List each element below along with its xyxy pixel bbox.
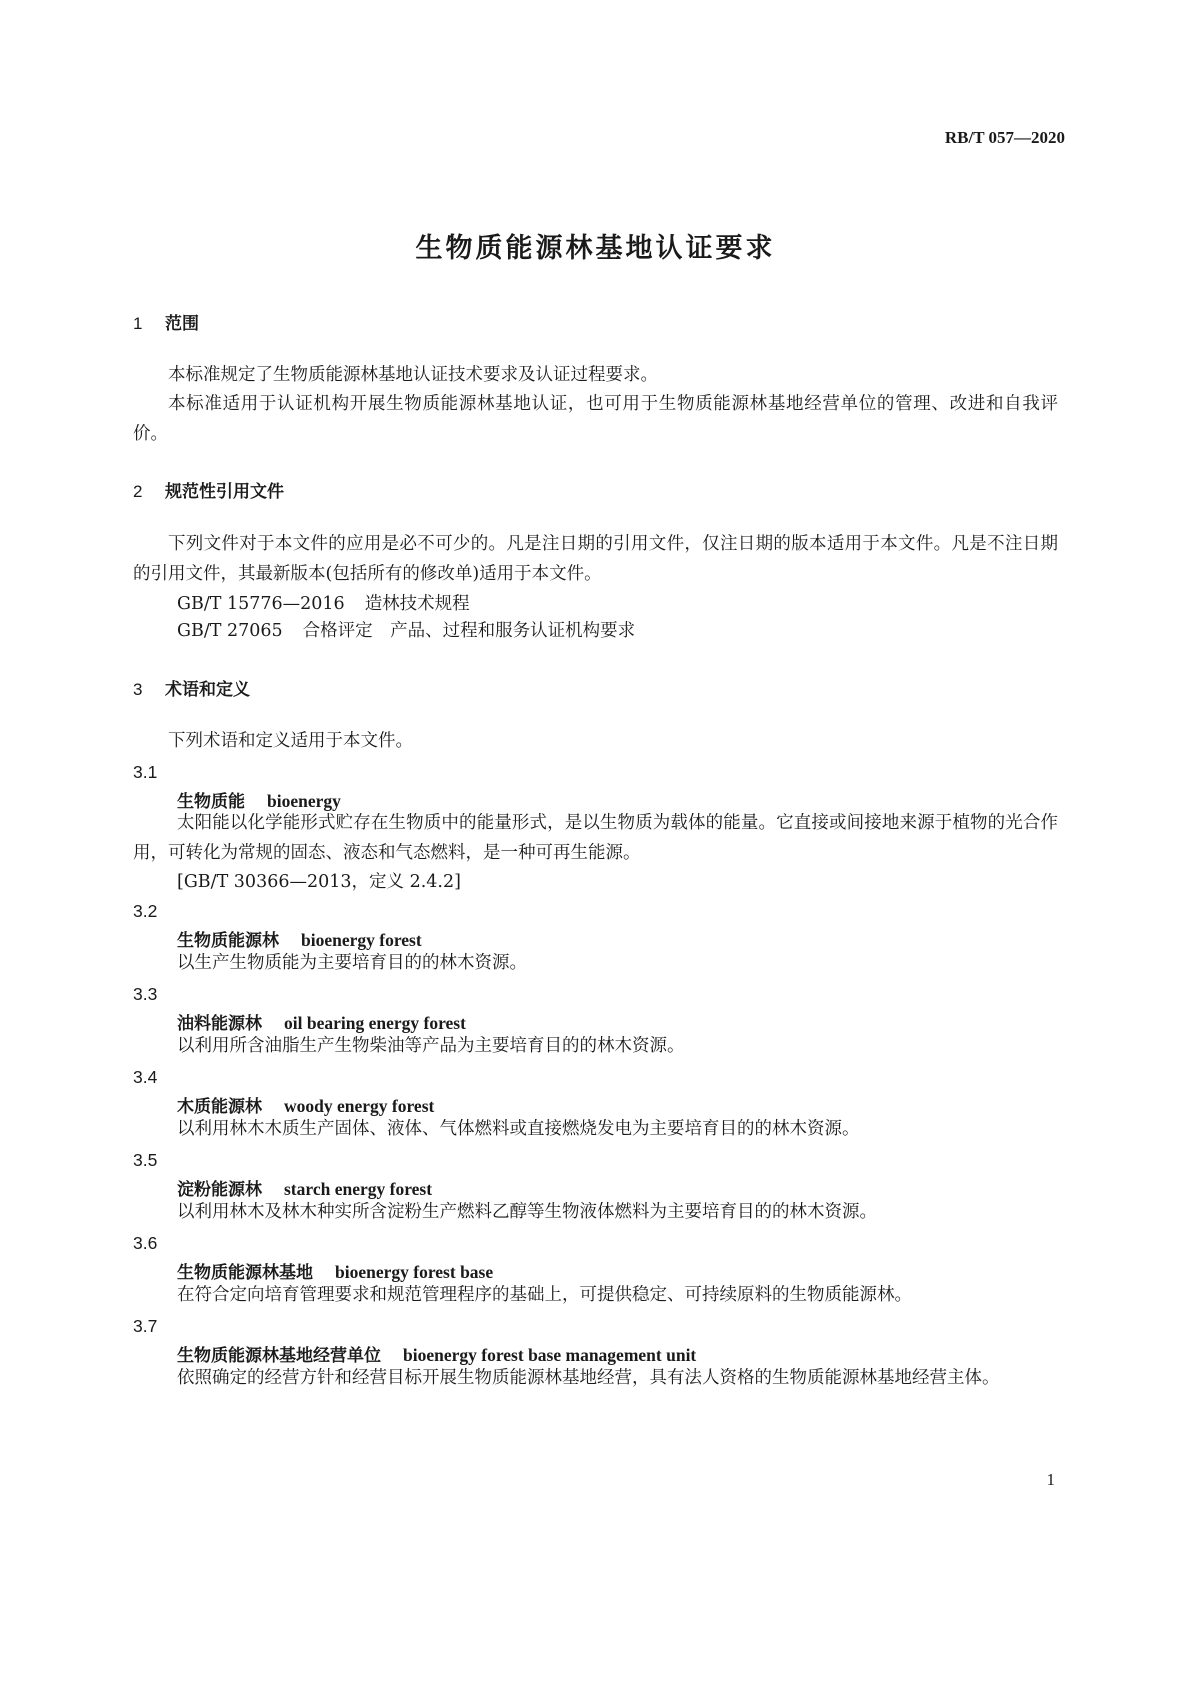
term-definition: 以利用林木及林木种实所含淀粉生产燃料乙醇等生物液体燃料为主要培育目的的林木资源。 [177,1202,877,1222]
term-definition: 以利用所含油脂生产生物柴油等产品为主要培育目的的林木资源。 [177,1036,685,1056]
term-number: 3.1 [133,762,158,782]
term-entry: 木质能源林 woody energy forest [177,1096,435,1117]
term-definition: 太阳能以化学能形式贮存在生物质中的能量形式，是以生物质为载体的能量。它直接或间接地来源于植物的光合作用，可转化为常规的固态、液态和气态燃料，是一种可再生能源。 [133,813,1058,863]
paragraph: 下列文件对于本文件的应用是必不可少的。凡是注日期的引用文件，仅注日期的版本适用于本文件。凡是不注日期的引用文件，其最新版本(包括所有的修改单)适用于本文件。 [133,534,1058,584]
term-definition: 以生产生物质能为主要培育目的的林木资源。 [177,953,527,973]
section-heading-1: 1 范围 [133,314,199,334]
term-number: 3.5 [133,1150,158,1170]
section-heading-2: 2 规范性引用文件 [133,482,284,502]
document-title: 生物质能源林基地认证要求 [415,233,776,264]
term-entry: 生物质能源林基地经营单位 bioenergy forest base management unit [177,1345,697,1366]
reference-item: GB/T 27065 合格评定 产品、过程和服务认证机构要求 [177,621,636,641]
term-number: 3.4 [133,1067,158,1087]
term-number: 3.2 [133,901,158,921]
term-definition: 在符合定向培育管理要求和规范管理程序的基础上，可提供稳定、可持续原料的生物质能源林。 [177,1285,912,1305]
term-entry: 生物质能源林 bioenergy forest [177,930,422,951]
document-code: RB/T 057—2020 [944,128,1065,147]
paragraph: 本标准规定了生物质能源林基地认证技术要求及认证过程要求。 [168,365,658,385]
paragraph: 本标准适用于认证机构开展生物质能源林基地认证，也可用于生物质能源林基地经营单位的管理、改进和自我评价。 [133,394,1058,444]
term-entry: 淀粉能源林 starch energy forest [177,1179,433,1200]
term-number: 3.7 [133,1316,158,1336]
term-entry: 生物质能 bioenergy [177,791,341,812]
page-number: 1 [1046,1470,1055,1489]
reference-item: GB/T 15776—2016 造林技术规程 [177,594,470,614]
term-source: [GB/T 30366—2013，定义 2.4.2] [177,872,461,892]
term-entry: 油料能源林 oil bearing energy forest [177,1013,466,1034]
term-definition: 依照确定的经营方针和经营目标开展生物质能源林基地经营，具有法人资格的生物质能源林基地经营主体。 [177,1368,1000,1388]
section-heading-3: 3 术语和定义 [133,680,250,700]
term-number: 3.6 [133,1233,158,1253]
term-entry: 生物质能源林基地 bioenergy forest base [177,1262,494,1283]
term-number: 3.3 [133,984,158,1004]
term-definition: 以利用林木木质生产固体、液体、气体燃料或直接燃烧发电为主要培育目的的林木资源。 [177,1119,860,1139]
paragraph: 下列术语和定义适用于本文件。 [168,731,413,751]
